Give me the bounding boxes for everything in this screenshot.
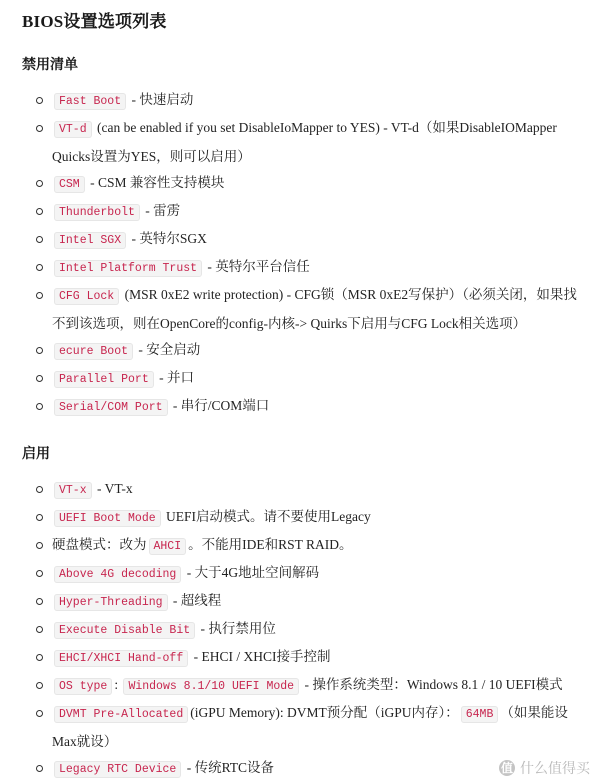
list-item [0,616,600,644]
option-desc: - 安全启动 [135,342,201,357]
option-code: Intel SGX [54,232,126,249]
option-code: Thunderbolt [54,204,140,221]
list-item [0,198,600,226]
option-code: Fast Boot [54,93,126,110]
list-item [0,170,600,198]
option-desc: - 快速启动 [128,92,194,107]
option-code: Parallel Port [54,371,154,388]
section-heading-disable: 禁用清单 [22,58,78,73]
site-watermark [499,758,590,778]
option-desc: - 操作系统类型：Windows 8.1 / 10 UEFI模式 [301,677,563,692]
list-item [0,393,600,421]
option-code: Execute Disable Bit [54,622,195,639]
list-item [0,560,600,588]
list-item [0,226,600,254]
list-item [0,115,600,170]
option-code: Intel Platform Trust [54,260,202,277]
list-item [0,337,600,365]
option-code: DVMT Pre-Allocated [54,706,188,723]
option-code: Windows 8.1/10 UEFI Mode [123,678,299,695]
option-desc: - 串行/COM端口 [169,398,270,413]
list-item [0,365,600,393]
list-item [0,476,600,504]
list-item [0,504,600,532]
option-code: CSM [54,176,85,193]
option-desc: - 执行禁用位 [197,621,276,636]
option-desc: - 雷雳 [141,203,181,218]
option-code: OS type [54,678,112,695]
option-code: Hyper-Threading [54,594,168,611]
option-code: VT-d [54,121,92,138]
option-desc: - EHCI / XHCI接手控制 [190,649,331,664]
option-desc: - 英特尔平台信任 [204,259,310,274]
option-code: ecure Boot [54,343,133,360]
option-desc: - 并口 [155,370,194,385]
option-desc: - 大于4G地址空间解码 [183,565,320,580]
list-item [0,87,600,115]
option-code: 64MB [461,706,499,723]
list-item [0,532,600,560]
option-desc: - 超线程 [169,593,222,608]
option-desc: - VT-x [93,481,133,496]
list-item [0,644,600,672]
option-code: Serial/COM Port [54,399,168,416]
list-item [0,588,600,616]
option-code: Legacy RTC Device [54,761,181,778]
option-desc: 。不能用IDE和RST RAID。 [188,537,353,552]
list-item [0,700,600,755]
option-desc: 硬盘模式：改为 [52,537,147,552]
option-desc: (MSR 0xE2 write protection) - CFG锁（MSR 0xE2写保护）（必须关闭，如果找不到该选项，则在OpenCore的config-内核-> Quirks下启用与CFG Lock相关选项） [52,287,577,331]
option-code: Above 4G decoding [54,566,181,583]
option-desc: : [114,677,122,692]
option-desc: (can be enabled if you set DisableIoMapper to YES) - VT-d（如果DisableIOMapper Quicks设置为YES，则可以启用） [52,120,557,164]
option-desc: - 英特尔SGX [128,231,207,246]
logo-icon: 值 [500,761,513,775]
option-code: EHCI/XHCI Hand-off [54,650,188,667]
option-code: CFG Lock [54,288,119,305]
option-desc: UEFI启动模式。请不要使用Legacy [162,509,371,524]
option-desc: - CSM 兼容性支持模块 [86,175,225,190]
watermark-text: 什么值得买 [520,761,590,777]
option-desc: - 传统RTC设备 [183,760,275,775]
list-item [0,254,600,282]
option-desc: （如果能设Max就设） [52,705,568,749]
option-code: VT-x [54,482,92,499]
list-item [0,282,600,337]
page-title: BIOS设置选项列表 [22,12,167,31]
section-heading-enable: 启用 [22,447,50,462]
disable-list [0,87,600,421]
option-desc: (iGPU Memory): DVMT预分配（iGPU内存）： [190,705,459,720]
list-item [0,672,600,700]
enable-list [0,476,600,783]
option-code: UEFI Boot Mode [54,510,161,527]
option-code: AHCI [149,538,187,555]
